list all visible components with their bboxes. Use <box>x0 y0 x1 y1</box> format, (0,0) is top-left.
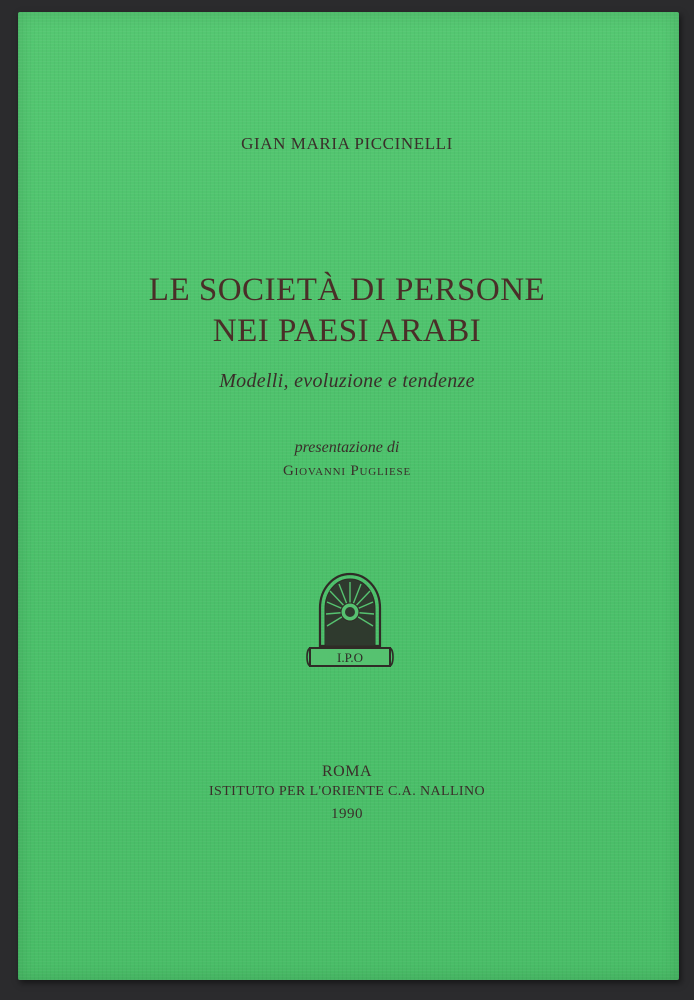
book-subtitle: Modelli, evoluzione e tendenze <box>219 370 475 392</box>
publisher-name: ISTITUTO PER L'ORIENTE C.A. NALLINO <box>208 784 485 799</box>
book-title-line-1: LE SOCIETÀ DI PERSONE <box>148 272 546 308</box>
book-title-line-2: NEI PAESI ARABI <box>212 313 482 349</box>
ipo-emblem-icon <box>306 568 394 672</box>
book-cover <box>18 12 679 980</box>
emblem-letters: I.P.O <box>336 650 364 665</box>
publication-city: ROMA <box>321 763 372 780</box>
presentation-label: presentazione di <box>294 439 400 456</box>
author-name: GIAN MARIA PICCINELLI <box>241 134 453 153</box>
publication-year: 1990 <box>331 806 363 822</box>
presenter-name: Giovanni Pugliese <box>283 463 411 479</box>
